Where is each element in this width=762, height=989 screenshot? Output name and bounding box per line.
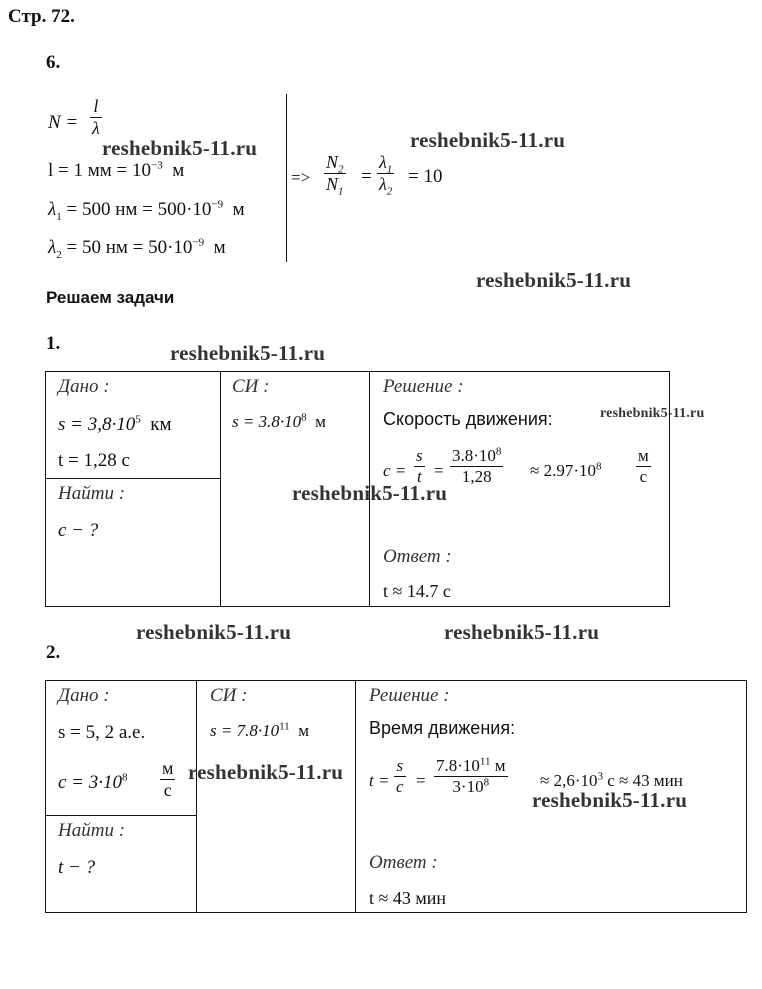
section-title: Решаем задачи (46, 288, 175, 307)
problem-2-speed: $c = 3\cdot 10^8$ (58, 771, 128, 793)
problem-1-distance: $s = 3,8\cdot 10^5$ км (58, 413, 172, 435)
l-given-line: l = 1 мм = $10^{-3}$ м (48, 159, 185, 181)
problem-1-answer-value: t ≈ 14.7 с (383, 581, 451, 601)
problem-6-number: 6. (46, 52, 61, 73)
problem-2-si-label: СИ : (210, 685, 248, 706)
value-fraction-2: $7.8\cdot 10^{11}$ м $3\cdot 10^8$ (436, 755, 506, 796)
problem-1-given-label: Дано : (58, 376, 110, 397)
watermark: reshebnik5-11.ru (136, 620, 292, 644)
lambda1-given-line: $\lambda_1 = 500$ нм = $500\cdot 10^{-9}$ м (48, 198, 245, 223)
value-fraction: $\frac{3.8\cdot 10^8}{1,28}$ (452, 445, 502, 486)
watermark: reshebnik5-11.ru (170, 341, 326, 365)
problem-1-solution-caption: Скорость движения: (383, 409, 553, 429)
ratio-equals: = (361, 166, 372, 187)
n-formula-numerator: l (93, 96, 99, 116)
problem-1-number: 1. (46, 333, 61, 354)
implies-arrow: => (291, 168, 311, 187)
t-lhs: t = (369, 771, 390, 790)
watermark: reshebnik5-11.ru (476, 268, 632, 292)
watermark: reshebnik5-11.ru (188, 760, 344, 784)
c-lhs: c = (383, 461, 407, 480)
watermark: reshebnik5-11.ru (102, 136, 258, 160)
problem-1-answer-label: Ответ : (383, 546, 452, 567)
approx-value-2: ≈ $2,6\cdot 10^3$ с ≈ 43 мин (540, 770, 683, 790)
watermark: reshebnik5-11.ru (410, 128, 566, 152)
ratio-n: $\frac{N_2}{N_1}$ (326, 152, 344, 198)
approx-value: ≈ $2.97\cdot 10^8$ (530, 460, 602, 480)
n-formula-lhs: N = (48, 112, 79, 133)
watermark: reshebnik5-11.ru (292, 481, 448, 505)
s-over-t: $\frac{s}{t}$ (416, 446, 423, 486)
watermark: reshebnik5-11.ru (532, 788, 688, 812)
lambda2-given-line: $\lambda_2 = 50$ нм = $50\cdot 10^{-9}$ м (48, 236, 226, 261)
problem-2-find-label: Найти : (58, 820, 126, 841)
problem-1-solution-label: Решение : (383, 376, 464, 397)
problem-2-distance: s = 5, 2 а.е. (58, 722, 146, 743)
problem-2-number: 2. (46, 642, 61, 663)
n-formula-fraction (90, 96, 102, 139)
watermark: reshebnik5-11.ru (600, 406, 705, 421)
problem-6-divider (286, 94, 287, 262)
problem-1-si-label: СИ : (232, 376, 270, 397)
s-over-c: $\frac{s}{c}$ (396, 756, 404, 796)
formula-equals: = (434, 461, 444, 480)
ratio-result: = 10 (408, 166, 443, 187)
problem-2-given-label: Дано : (58, 685, 110, 706)
n-formula-denominator: λ (92, 118, 100, 138)
problem-1-find-value: c − ? (58, 520, 99, 541)
formula-equals-2: = (416, 771, 426, 790)
problem-2-speed-unit: м с (162, 758, 174, 800)
watermark: reshebnik5-11.ru (444, 620, 600, 644)
problem-1-find-label: Найти : (58, 483, 126, 504)
problem-2-answer-label: Ответ : (369, 852, 438, 873)
problem-2-solution-label: Решение : (369, 685, 450, 706)
problem-2-si-value: $s = 7.8\cdot 10^{11}$ м (210, 720, 309, 740)
page-reference: Стр. 72. (8, 6, 75, 27)
unit-fraction: м с (638, 446, 649, 486)
problem-1-time: t = 1,28 с (58, 450, 130, 471)
problem-1-si-value: $s = 3.8\cdot 10^8$ м (232, 411, 326, 431)
problem-2-find-value: t − ? (58, 857, 96, 878)
ratio-lambda: $\frac{\lambda_1}{\lambda_2}$ (379, 152, 393, 198)
problem-2-solution-caption: Время движения: (369, 718, 516, 738)
problem-2-answer-value: t ≈ 43 мин (369, 888, 447, 908)
